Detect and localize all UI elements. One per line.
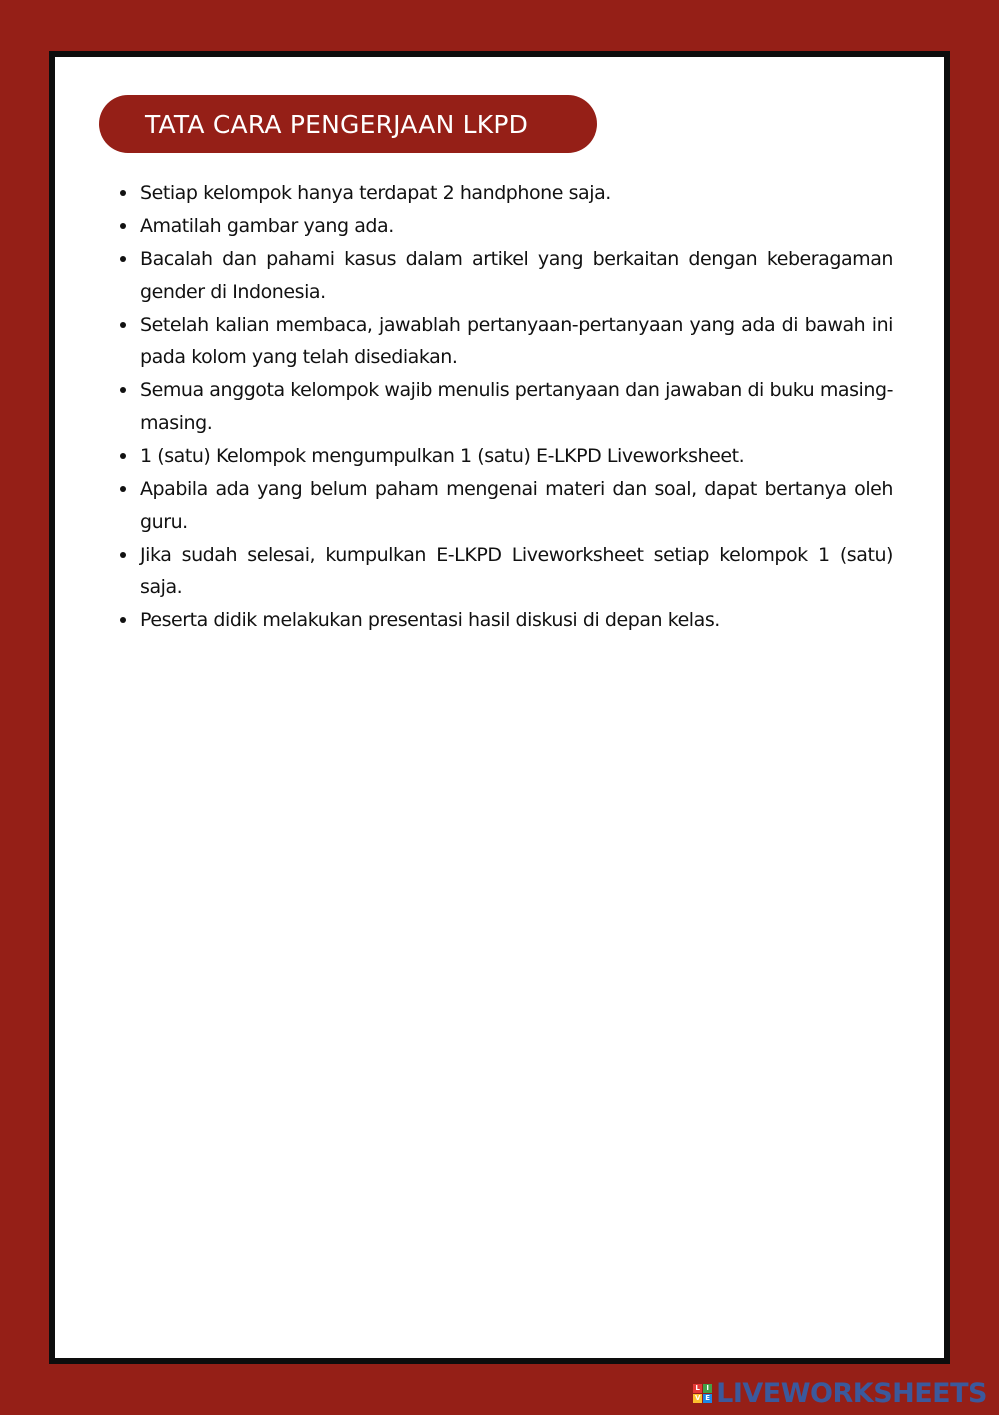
list-item [140, 440, 893, 473]
list-item [140, 309, 893, 374]
instruction-text: Apabila ada yang belum paham mengenai materi dan soal, dapat bertanya oleh guru. [140, 478, 893, 533]
instruction-text: Peserta didik melakukan presentasi hasil diskusi di depan kelas. [140, 609, 720, 632]
list-item [140, 177, 893, 210]
instruction-text: Setiap kelompok hanya terdapat 2 handphone saja. [140, 182, 611, 204]
list-item [140, 473, 893, 538]
instruction-list [115, 177, 893, 637]
logo-letter: L [693, 1384, 702, 1393]
bullet-icon [120, 617, 126, 623]
instruction-text: Amatilah gambar yang ada. [140, 215, 394, 238]
instruction-text: Semua anggota kelompok wajib menulis pertanyaan dan jawaban di buku masing-masing. [140, 379, 893, 434]
bullet-icon [120, 453, 126, 459]
bullet-icon [120, 223, 126, 229]
list-item [140, 210, 893, 243]
bullet-icon [120, 552, 126, 558]
title-banner [99, 95, 597, 153]
watermark-text: LIVEWORKSHEETS [716, 1378, 987, 1409]
liveworksheets-watermark [693, 1378, 987, 1409]
bullet-icon [120, 322, 126, 328]
logo-letter: V [694, 1394, 701, 1402]
liveworksheets-logo-icon [693, 1384, 712, 1403]
bullet-icon [120, 387, 126, 393]
list-item [140, 539, 893, 604]
instruction-text: 1 (satu) Kelompok mengumpulkan 1 (satu) E-LKPD Liveworksheet. [140, 444, 745, 467]
list-item [140, 243, 893, 308]
bullet-icon [120, 486, 126, 492]
worksheet-page [49, 51, 950, 1364]
list-item [140, 374, 893, 439]
logo-letter: I [703, 1384, 712, 1393]
list-item [140, 604, 893, 637]
instruction-text: Setelah kalian membaca, jawablah pertanyaan-pertanyaan yang ada di bawah ini pada kolom yang telah disediakan. [140, 313, 893, 369]
bullet-icon [120, 190, 126, 196]
bullet-icon [120, 256, 126, 262]
logo-letter: E [703, 1394, 712, 1403]
page-title: TATA CARA PENGERJAAN LKPD [145, 109, 529, 139]
instruction-text: Jika sudah selesai, kumpulkan E-LKPD Liveworksheet setiap kelompok 1 (satu) saja. [140, 543, 893, 599]
instruction-text: Bacalah dan pahami kasus dalam artikel yang berkaitan dengan keberagaman gender di Indonesia. [140, 248, 893, 303]
